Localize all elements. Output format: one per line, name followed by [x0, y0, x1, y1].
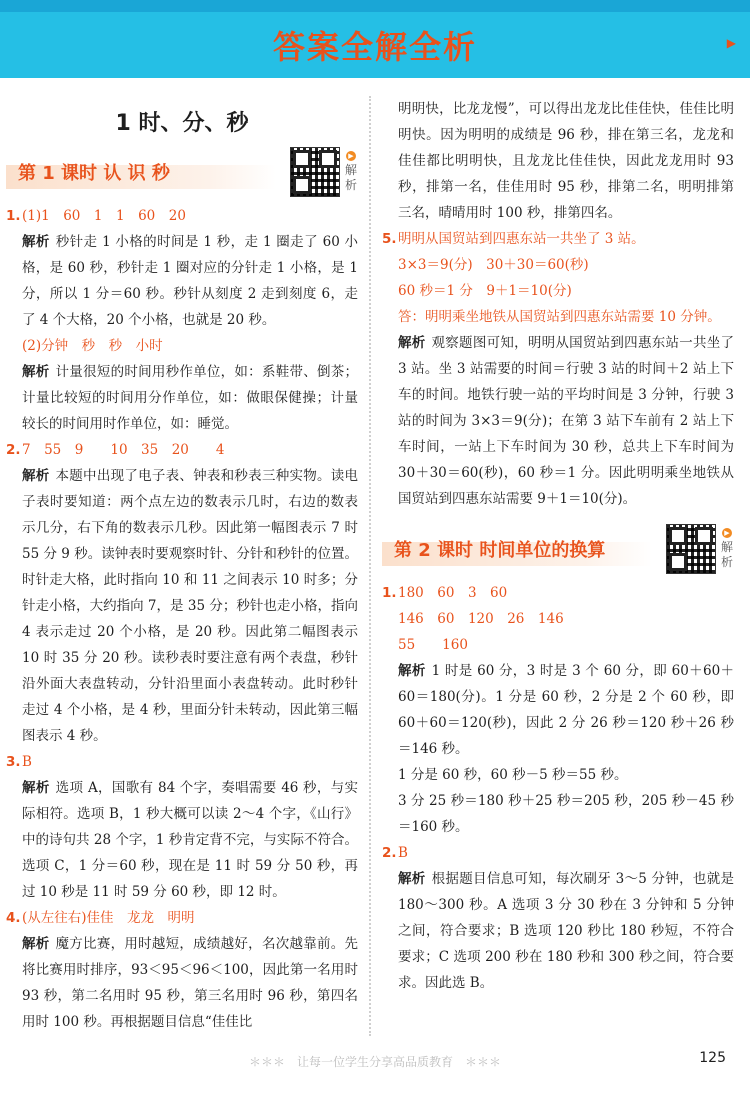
lesson-1-header	[6, 153, 358, 193]
page-number: 125	[699, 1050, 726, 1066]
qr-label-text: 解析	[344, 163, 357, 192]
qr-label[interactable]	[720, 528, 734, 570]
answer-line	[6, 905, 358, 931]
answer-text: B	[22, 754, 32, 770]
answer-text: (1)1 60 1 1 60 20	[22, 208, 186, 224]
answer-text: 180 60 3 60	[398, 585, 508, 601]
analysis-text: 本题中出现了电子表、钟表和秒表三种实物。读电子表时要知道：两个点左边的数表示几时，右边的数表示几分，右下角的数表示几秒。因此第一幅图表示 7 时 55 分 9 秒。读钟表时要观察时针、分针和秒针的位置。时针走大格，此时指向 10 和 11 之间表示 10 时多；分针走小格，大约指向 7，是 35 分；秒针也走小格，指向 4 表示走过 20 个小格，是 20 秒。因此第二幅图表示 10 时 35 分 20 秒。读秒表时要注意有两个表盘，秒针沿外面大表盘转动，分针沿里面小表盘转动。此时秒针走过 4 个小格，是 4 秒，里面分针未转动，因此第三幅图表示 4 秒。	[22, 468, 359, 744]
qr-label[interactable]	[344, 151, 358, 193]
answer-line	[382, 632, 734, 658]
analysis-label: 解析	[22, 234, 50, 250]
analysis-text: 根据题目信息可知，每次刷牙 3～5 分钟，也就是 180～300 秒。A 选项 3 分 30 秒在 3 分钟和 5 分钟之间，符合要求；B 选项 120 秒比 180 秒短，不符合要求；C 选项 200 秒在 180 秒和 300 秒之间，符合要求。因此选 B。	[398, 871, 735, 991]
analysis-label: 解析	[22, 780, 50, 796]
answer-line	[382, 580, 734, 606]
analysis-text: 魔方比赛，用时越短，成绩越好，名次越靠前。先将比赛用时排序，93＜95＜96＜100，因此第一名用时 93 秒，第二名用时 95 秒，第三名用时 96 秒，第四名用时 100 秒。再根据题目信息“佳佳比	[22, 936, 359, 1030]
analysis-text: 选项 A，国歌有 84 个字，奏唱需要 46 秒，与实际相符。选项 B，1 秒大概可以读 2～4 个字，《山行》中的诗句共 28 个字，1 秒肯定背不完，与实际不符合。选项 C，1 分＝60 秒，现在是 11 时 59 分 50 秒，再过 10 秒是 11 时 59 分 60 秒，即 12 时。	[22, 780, 359, 900]
answer-text: (2)分钟 秒 秒 小时	[22, 338, 163, 354]
analysis-paragraph	[6, 229, 358, 333]
header-banner	[0, 0, 750, 78]
lesson-2-header	[382, 530, 734, 570]
play-icon: ▶	[346, 151, 356, 161]
page-title: 答案全解全析	[272, 28, 477, 66]
analysis-paragraph	[382, 658, 734, 762]
answer-text: 55 160	[398, 637, 468, 653]
analysis-label: 解析	[398, 871, 426, 887]
analysis-text: 秒针走 1 小格的时间是 1 秒，走 1 圈走了 60 小格，是 60 秒，秒针走 1 圈对应的分针走 1 小格，是 1 分，所以 1 分＝60 秒。秒针从刻度 2 走到刻度 6，走了 4 个大格，20 个小格，也就是 20 秒。	[22, 234, 358, 328]
answer-line	[382, 840, 734, 866]
answer-line	[6, 203, 358, 229]
text-paragraph: 3 分 25 秒＝180 秒＋25 秒＝205 秒，205 秒－45 秒＝160 秒。	[398, 793, 734, 835]
answer-line	[382, 226, 734, 252]
answer-text: 答：明明乘坐地铁从国贸站到四惠东站需要 10 分钟。	[398, 309, 721, 325]
qr-code-icon[interactable]	[666, 524, 716, 574]
question-number: 5.	[382, 231, 397, 247]
answer-text: (从左往右)佳佳 龙龙 明明	[22, 910, 195, 926]
analysis-paragraph	[6, 931, 358, 1035]
answer-text: 60 秒＝1 分 9＋1＝10(分)	[398, 283, 572, 299]
analysis-paragraph	[6, 775, 358, 905]
answer-line	[382, 278, 734, 304]
answer-text: 3×3＝9(分) 30＋30＝60(秒)	[398, 257, 589, 273]
right-answer-list-b	[382, 580, 734, 996]
answer-line	[6, 749, 358, 775]
qr-code-icon[interactable]	[290, 147, 340, 197]
right-answer-list-a	[382, 96, 734, 512]
text-paragraph: 1 分是 60 秒，60 秒－5 秒＝55 秒。	[398, 767, 628, 783]
header-strip	[0, 0, 750, 12]
answer-line	[382, 252, 734, 278]
answer-line	[6, 437, 358, 463]
answer-text: 明明从国贸站到四惠东站一共坐了 3 站。	[398, 231, 645, 247]
lesson-1-title: 第 1 课时 认 识 秒	[18, 163, 170, 184]
text-paragraph: 明明快，比龙龙慢”，可以得出龙龙比佳佳快，佳佳比明明快。因为明明的成绩是 96 秒，排在第三名，龙龙和佳佳都比明明快，且龙龙比佳佳快，因此龙龙用时 93 秒，排第一名，佳佳用时 95 秒，排第二名，明明排第三名，晴晴用时 100 秒，排第四名。	[398, 101, 734, 221]
question-number: 1.	[6, 208, 21, 224]
question-number: 2.	[6, 442, 21, 458]
analysis-text: 计量很短的时间用秒作单位，如：系鞋带、倒茶；计量比较短的时间用分作单位，如：做眼保健操；计量较长的时间用时作单位，如：睡觉。	[22, 364, 359, 432]
qr-label-text: 解析	[720, 540, 733, 569]
chapter-title: 1 时、分、秒	[115, 111, 249, 136]
analysis-label: 解析	[22, 468, 50, 484]
question-number: 4.	[6, 910, 21, 926]
question-number: 1.	[382, 585, 397, 601]
analysis-paragraph	[6, 359, 358, 437]
answer-line	[6, 333, 358, 359]
answer-text: 146 60 120 26 146	[398, 611, 564, 627]
analysis-paragraph	[382, 330, 734, 512]
left-answer-list	[6, 203, 358, 1035]
play-icon: ▶	[722, 528, 732, 538]
analysis-paragraph	[6, 463, 358, 749]
column-divider	[369, 96, 371, 1036]
answer-line	[382, 606, 734, 632]
analysis-label: 解析	[398, 663, 426, 679]
analysis-label: 解析	[22, 364, 50, 380]
question-number: 2.	[382, 845, 397, 861]
lesson-2-title: 第 2 课时 时间单位的换算	[394, 540, 606, 561]
analysis-text: 观察题图可知，明明从国贸站到四惠东站一共坐了 3 站。坐 3 站需要的时间＝行驶 3 站的时间＋2 站上下车的时间。地铁行驶一站的平均时间是 3 分钟，行驶 3 站的时间为 3×3＝9(分)；在第 3 站下车前有 2 站上下车时间，一站上下车时间为 30 秒，总共上下车时间为 30＋30＝60(秒)，60 秒＝1 分。因此明明乘坐地铁从国贸站到四惠东站需要 9＋1＝10(分)。	[398, 335, 735, 507]
right-column	[382, 96, 734, 996]
corner-mark-icon: ▶	[726, 36, 736, 50]
footer-slogan: ＊＊＊ 让每一位学生分享高品质教育 ＊＊＊	[248, 1055, 501, 1069]
answer-text: 7 55 9 10 35 20 4	[22, 442, 225, 458]
analysis-label: 解析	[22, 936, 50, 952]
answer-line	[382, 304, 734, 330]
analysis-text: 1 时是 60 分，3 时是 3 个 60 分，即 60＋60＋60＝180(分)。1 分是 60 秒，2 分是 2 个 60 秒，即 60＋60＝120(秒)，因此 2 分 26 秒＝120 秒＋26 秒＝146 秒。	[398, 663, 735, 757]
question-number: 3.	[6, 754, 21, 770]
answer-text: B	[398, 845, 408, 861]
analysis-label: 解析	[398, 335, 426, 351]
left-column	[6, 96, 358, 1035]
analysis-paragraph	[382, 866, 734, 996]
